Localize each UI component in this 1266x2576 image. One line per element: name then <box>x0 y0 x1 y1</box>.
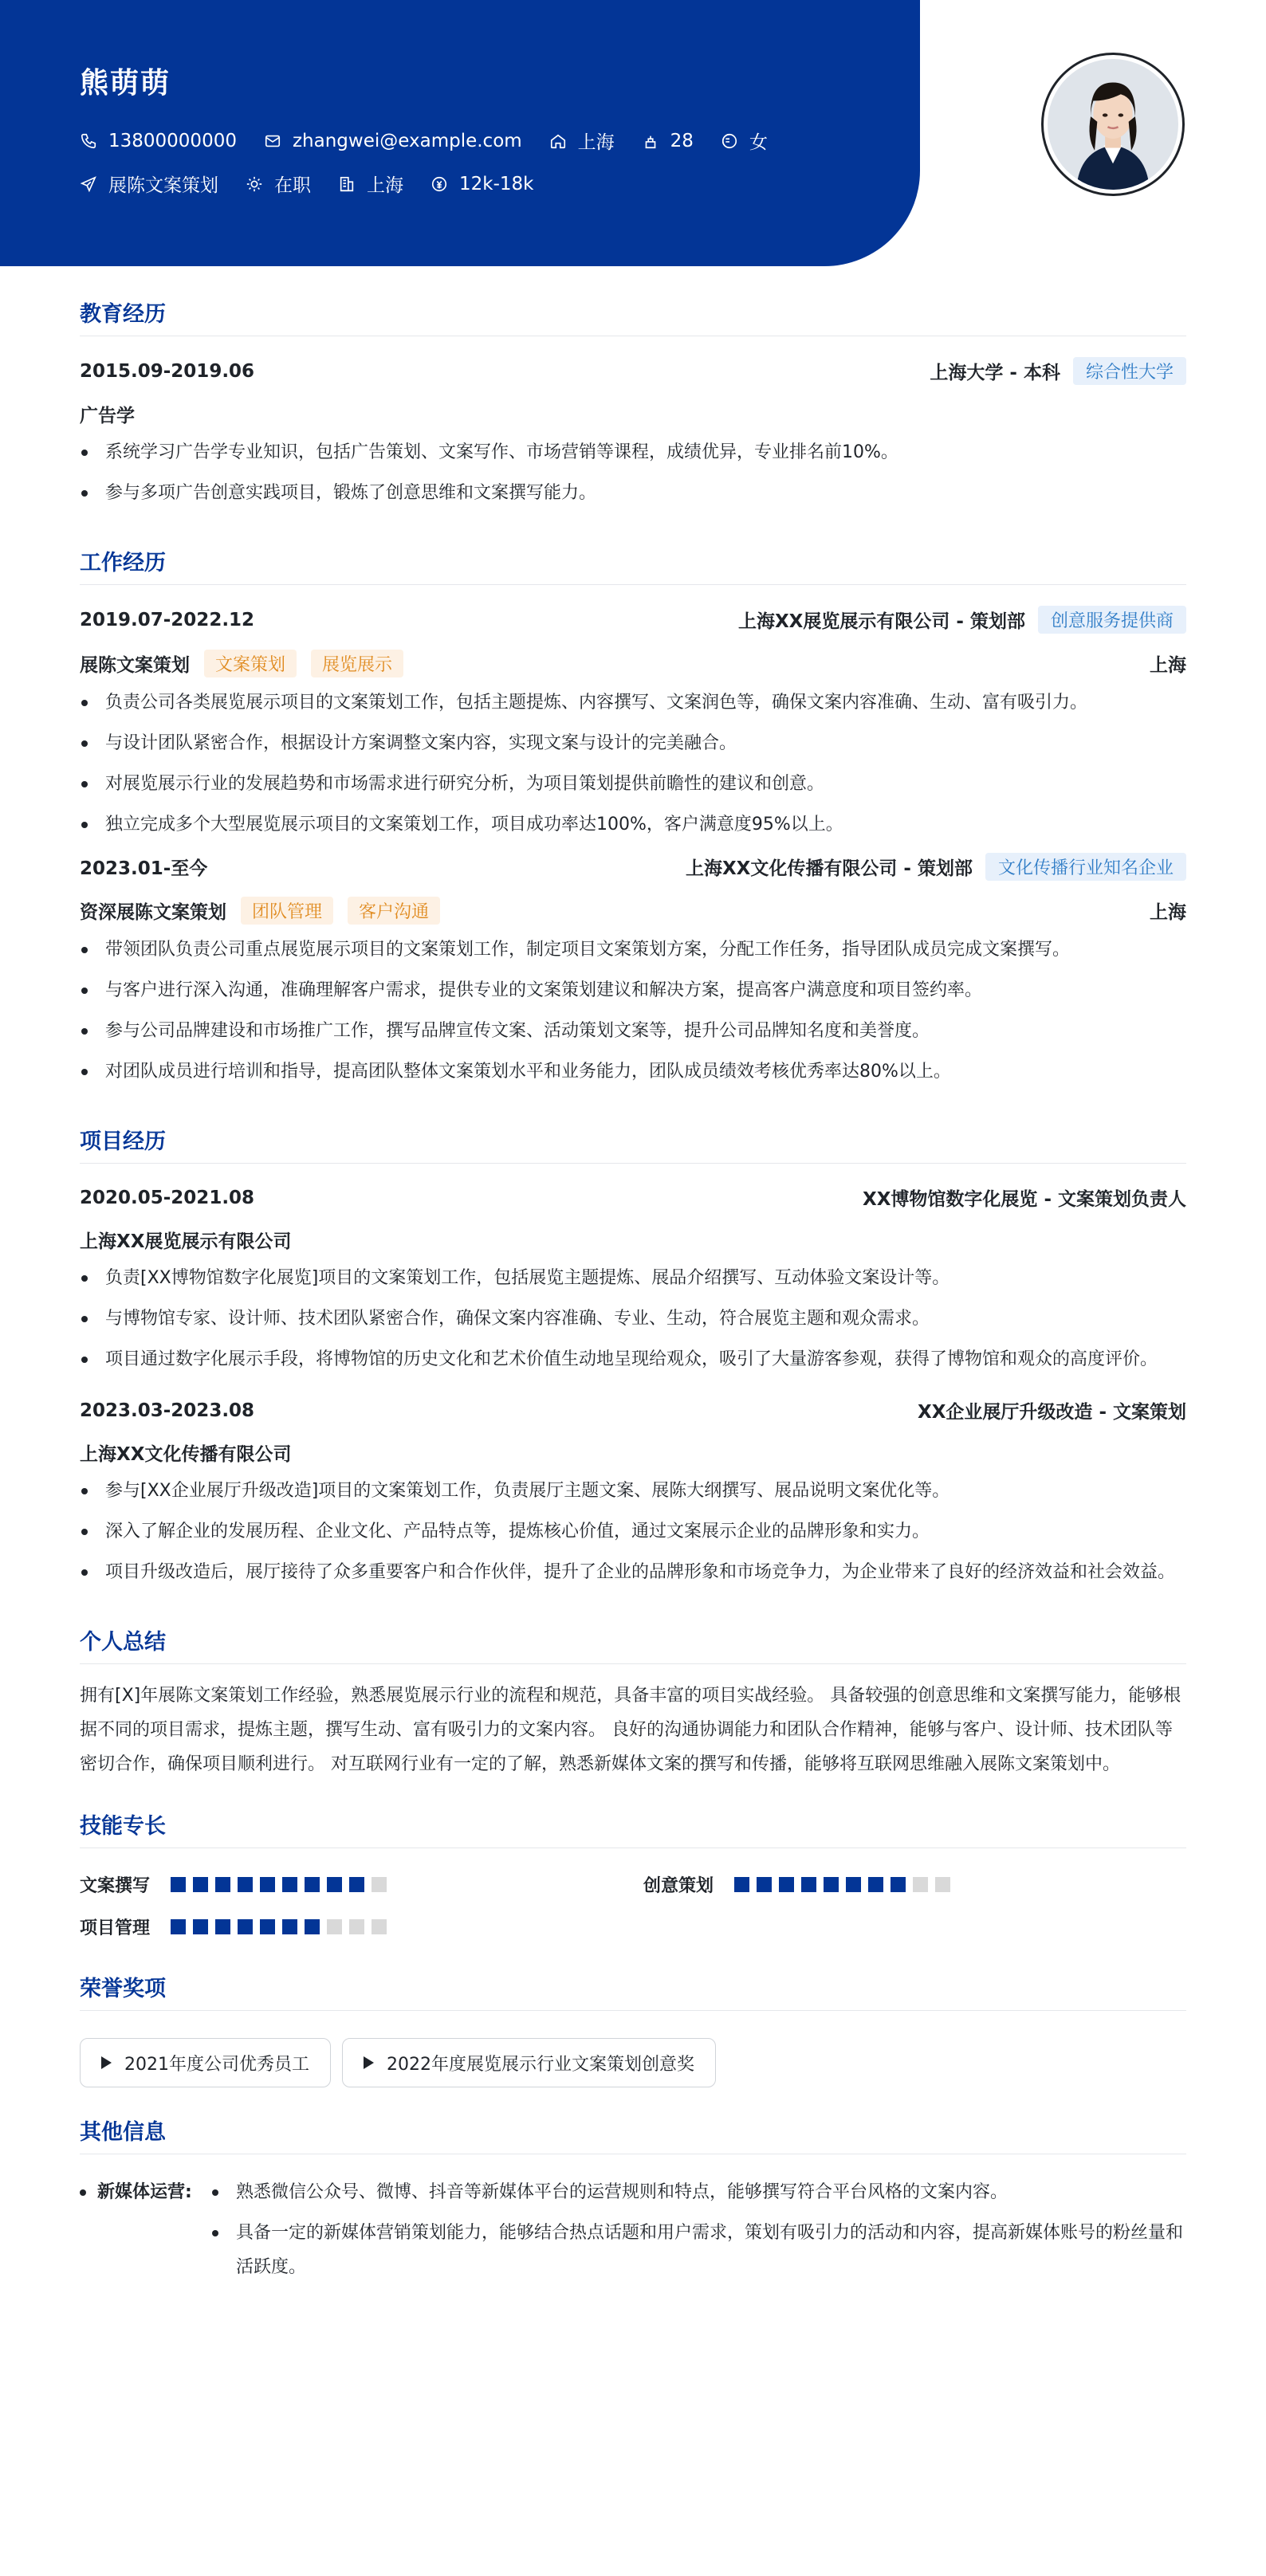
project-bullets <box>80 1474 1186 1589</box>
honors-section <box>80 1971 1186 2087</box>
work-entry <box>80 606 1186 842</box>
work-role-row <box>80 650 1186 677</box>
skill-item <box>80 1872 643 1897</box>
intent-city <box>338 171 403 197</box>
list-item: 与设计团队紧密合作，根据设计方案调整文案内容，实现文案与设计的完美融合。 <box>80 726 1186 760</box>
skill-square-empty <box>913 1877 928 1892</box>
work-role-tag: 团队管理 <box>241 897 333 925</box>
work-period: 2023.01-至今 <box>80 858 208 879</box>
work-period: 2019.07-2022.12 <box>80 609 255 630</box>
education-school-tag: 综合性大学 <box>1073 357 1186 385</box>
contact-city-text: 上海 <box>577 132 615 153</box>
skill-square-filled <box>779 1877 794 1892</box>
projects-section <box>80 1124 1186 1589</box>
work-entry <box>80 853 1186 1089</box>
list-item: 独立完成多个大型展览展示项目的文案策划工作，项目成功率达100%，客户满意度95%以上。 <box>80 807 1186 842</box>
work-role: 展陈文案策划 <box>80 655 190 676</box>
skill-square-filled <box>305 1919 320 1934</box>
list-item: 与博物馆专家、设计师、技术团队紧密合作，确保文案内容准确、专业、生动，符合展览主题和观众需求。 <box>80 1302 1186 1336</box>
work-role-row <box>80 897 1186 925</box>
other-item-label: 新媒体运营: <box>97 2182 192 2202</box>
list-item: 项目通过数字化展示手段，将博物馆的历史文化和艺术价值生动地呈现给观众，吸引了大量游客参观，获得了博物馆和观众的高度评价。 <box>80 1342 1186 1376</box>
skill-square-filled <box>801 1877 816 1892</box>
skill-square-filled <box>215 1919 230 1934</box>
list-item: 系统学习广告学专业知识，包括广告策划、文案写作、市场营销等课程，成绩优异，专业排名前10%。 <box>80 435 1186 469</box>
skill-square-empty <box>349 1919 364 1934</box>
skill-square-filled <box>327 1877 342 1892</box>
skill-square-filled <box>757 1877 772 1892</box>
award-name: 2021年度公司优秀员工 <box>124 2054 309 2075</box>
project-period: 2023.03-2023.08 <box>80 1400 255 1421</box>
section-title-projects: 项目经历 <box>80 1124 1186 1164</box>
skill-square-empty <box>372 1877 387 1892</box>
section-title-education: 教育经历 <box>80 296 1186 336</box>
home-icon <box>549 132 567 150</box>
work-company: 上海XX展览展示有限公司 - 策划部 <box>737 611 1025 632</box>
contact-age-text: 28 <box>670 130 694 151</box>
education-entry-head <box>80 357 1186 385</box>
intent-salary <box>431 174 533 194</box>
contact-age <box>642 131 694 151</box>
skill-square-filled <box>734 1877 749 1892</box>
contact-gender-text: 女 <box>749 132 768 153</box>
work-location: 上海 <box>1150 902 1186 923</box>
contact-email-text: zhangwei@example.com <box>292 130 522 151</box>
work-role-tag: 文案策划 <box>204 650 297 677</box>
phone-icon <box>80 132 97 150</box>
project-org-row <box>80 1227 1186 1253</box>
intent-salary-text: 12k-18k <box>459 173 534 194</box>
list-item: 对团队成员进行培训和指导，提高团队整体文案策划水平和业务能力，团队成员绩效考核优秀率达80%以上。 <box>80 1054 1186 1089</box>
project-entry-head <box>80 1397 1186 1423</box>
skill-square-filled <box>193 1919 208 1934</box>
skill-square-filled <box>260 1919 275 1934</box>
list-item: 深入了解企业的发展历程、企业文化、产品特点等，提炼核心价值，通过文案展示企业的品牌形象和实力。 <box>80 1514 1186 1549</box>
avatar <box>1048 59 1178 190</box>
building-icon <box>338 175 356 193</box>
skill-square-empty <box>327 1919 342 1934</box>
skill-square-filled <box>193 1877 208 1892</box>
project-bullets <box>80 1261 1186 1376</box>
contact-phone <box>80 131 237 151</box>
project-org: 上海XX文化传播有限公司 <box>80 1444 292 1465</box>
skill-square-filled <box>846 1877 861 1892</box>
project-period: 2020.05-2021.08 <box>80 1187 255 1208</box>
summary-section <box>80 1624 1186 1781</box>
education-section <box>80 296 1186 510</box>
send-icon <box>80 175 97 193</box>
contact-city <box>549 128 615 154</box>
summary-text: 拥有[X]年展陈文案策划工作经验，熟悉展览展示行业的流程和规范，具备丰富的项目实战经验。 具备较强的创意思维和文案撰写能力，能够根据不同的项目需求，提炼主题，撰写生动、富有吸引力的文案内容。 良好的沟通协调能力和团队合作精神，能够与客户、设计师、技术团队等密切合作，确保项目顺利进行。 对互联网行业有一定的了解，熟悉新媒体文案的撰写和传播，能够将互联网思维融入展陈文案策划中。 <box>80 1686 1181 1774</box>
intent-position <box>80 171 218 197</box>
awards-list <box>80 2038 1186 2087</box>
triangle-right-icon <box>101 2056 112 2069</box>
mail-icon <box>264 132 281 150</box>
list-item: 对展览展示行业的发展趋势和市场需求进行研究分析，为项目策划提供前瞻性的建议和创意。 <box>80 767 1186 801</box>
skill-square-empty <box>935 1877 950 1892</box>
project-org: 上海XX展览展示有限公司 <box>80 1231 292 1252</box>
contact-email <box>264 131 522 151</box>
skill-name: 项目管理 <box>80 1918 151 1938</box>
list-item: 参与公司品牌建设和市场推广工作，撰写品牌宣传文案、活动策划文案等，提升公司品牌知名度和美誉度。 <box>80 1014 1186 1048</box>
list-item: 具备一定的新媒体营销策划能力，能够结合热点话题和用户需求，策划有吸引力的活动和内容，提高新媒体账号的粉丝量和活跃度。 <box>210 2216 1186 2284</box>
skills-section <box>80 1808 1186 1939</box>
contact-row <box>80 128 768 154</box>
profile-photo <box>1041 53 1185 196</box>
work-role-tag: 客户沟通 <box>348 897 440 925</box>
education-major: 广告学 <box>80 406 135 426</box>
project-entry-head <box>80 1184 1186 1211</box>
gender-icon <box>721 132 738 150</box>
list-item: 负责公司各类展览展示项目的文案策划工作，包括主题提炼、内容撰写、文案润色等，确保文案内容准确、生动、富有吸引力。 <box>80 685 1186 720</box>
skill-square-filled <box>238 1877 253 1892</box>
list-item: 参与[XX企业展厅升级改造]项目的文案策划工作，负责展厅主题文案、展陈大纲撰写、展品说明文案优化等。 <box>80 1474 1186 1508</box>
other-item <box>80 2175 1186 2291</box>
skill-name: 创意策划 <box>643 1876 714 1896</box>
skill-square-filled <box>238 1919 253 1934</box>
resume-header <box>0 0 1266 266</box>
intent-position-text: 展陈文案策划 <box>108 175 218 196</box>
project-org-row <box>80 1439 1186 1466</box>
project-entry <box>80 1184 1186 1376</box>
resume-body <box>80 266 1186 2291</box>
skill-square-filled <box>891 1877 906 1892</box>
work-company-tag: 文化传播行业知名企业 <box>985 853 1186 881</box>
skill-name: 文案撰写 <box>80 1876 151 1896</box>
work-role-tag: 展览展示 <box>311 650 403 677</box>
status-icon <box>246 175 263 193</box>
project-title: XX博物馆数字化展览 - 文案策划负责人 <box>862 1189 1186 1210</box>
work-bullets <box>80 685 1186 842</box>
candidate-name: 熊萌萌 <box>80 67 171 100</box>
skill-square-filled <box>282 1919 297 1934</box>
skill-square-filled <box>824 1877 839 1892</box>
work-company-tag: 创意服务提供商 <box>1038 606 1186 634</box>
award-name: 2022年度展览展示行业文案策划创意奖 <box>387 2054 694 2075</box>
skill-level-bar <box>171 1877 387 1892</box>
list-item: 带领团队负责公司重点展览展示项目的文案策划工作，制定项目文案策划方案，分配工作任务，指导团队成员完成文案撰写。 <box>80 933 1186 967</box>
intent-row <box>80 171 533 197</box>
education-period: 2015.09-2019.06 <box>80 360 255 382</box>
list-item: 项目升级改造后，展厅接待了众多重要客户和合作伙伴，提升了企业的品牌形象和市场竞争力，为企业带来了良好的经济效益和社会效益。 <box>80 1555 1186 1589</box>
list-item: 熟悉微信公众号、微博、抖音等新媒体平台的运营规则和特点，能够撰写符合平台风格的文案内容。 <box>210 2175 1186 2209</box>
project-entry <box>80 1397 1186 1589</box>
list-item: 与客户进行深入沟通，准确理解客户需求，提供专业的文案策划建议和解决方案，提高客户满意度和项目签约率。 <box>80 973 1186 1007</box>
salary-icon <box>431 175 448 193</box>
triangle-right-icon <box>364 2056 374 2069</box>
other-bullets <box>210 2175 1186 2291</box>
skill-square-filled <box>868 1877 883 1892</box>
section-title-work: 工作经历 <box>80 545 1186 585</box>
skill-square-filled <box>171 1919 186 1934</box>
skill-item <box>643 1872 1186 1897</box>
list-item: 负责[XX博物馆数字化展览]项目的文案策划工作，包括展览主题提炼、展品介绍撰写、互动体验文案设计等。 <box>80 1261 1186 1295</box>
skill-item <box>80 1914 643 1939</box>
education-entry <box>80 357 1186 510</box>
intent-status <box>246 171 311 197</box>
education-major-row <box>80 401 1186 427</box>
age-icon <box>642 132 659 150</box>
section-title-honors: 荣誉奖项 <box>80 1971 1186 2011</box>
project-title: XX企业展厅升级改造 - 文案策划 <box>917 1402 1186 1423</box>
bullet-dot <box>80 2189 86 2196</box>
work-section <box>80 545 1186 1089</box>
work-entry-head <box>80 606 1186 634</box>
section-title-skills: 技能专长 <box>80 1808 1186 1848</box>
education-school: 上海大学 - 本科 <box>930 363 1060 383</box>
section-title-other: 其他信息 <box>80 2115 1186 2154</box>
award-badge <box>342 2038 716 2087</box>
contact-phone-text: 13800000000 <box>108 130 237 151</box>
skill-square-filled <box>171 1877 186 1892</box>
skill-level-bar <box>734 1877 950 1892</box>
skill-square-empty <box>372 1919 387 1934</box>
work-entry-head <box>80 853 1186 881</box>
skill-square-filled <box>260 1877 275 1892</box>
work-bullets <box>80 933 1186 1089</box>
work-location: 上海 <box>1150 655 1186 676</box>
skill-square-filled <box>305 1877 320 1892</box>
award-badge <box>80 2038 331 2087</box>
skill-level-bar <box>171 1919 387 1934</box>
work-role: 资深展陈文案策划 <box>80 902 226 923</box>
contact-gender <box>721 128 768 154</box>
other-section <box>80 2115 1186 2291</box>
work-company: 上海XX文化传播有限公司 - 策划部 <box>685 858 973 879</box>
section-title-summary: 个人总结 <box>80 1624 1186 1664</box>
list-item: 参与多项广告创意实践项目，锻炼了创意思维和文案撰写能力。 <box>80 476 1186 510</box>
intent-status-text: 在职 <box>274 175 311 196</box>
skills-grid <box>80 1872 1186 1939</box>
skill-square-filled <box>349 1877 364 1892</box>
intent-city-text: 上海 <box>367 175 403 196</box>
skill-square-filled <box>215 1877 230 1892</box>
education-bullets <box>80 435 1186 510</box>
skill-square-filled <box>282 1877 297 1892</box>
